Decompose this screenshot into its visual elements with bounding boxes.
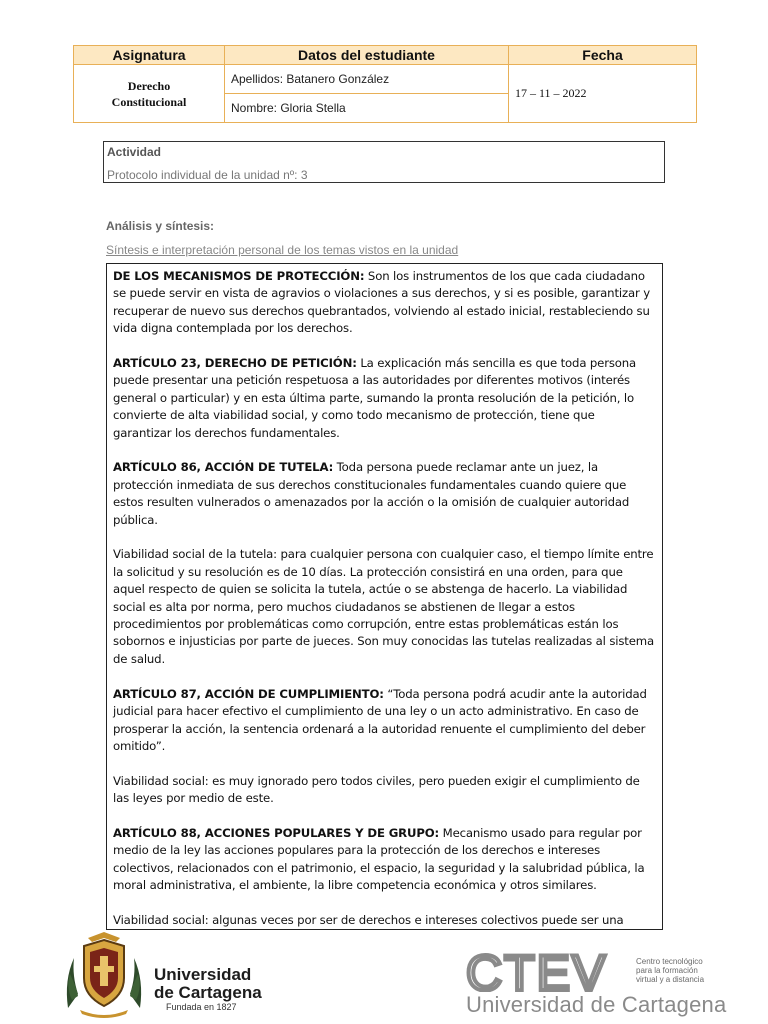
- date-cell: 17 – 11 – 2022: [509, 65, 697, 123]
- column-header-student: Datos del estudiante: [225, 46, 509, 65]
- surname-cell: Apellidos: Batanero González: [225, 65, 509, 94]
- column-header-subject: Asignatura: [74, 46, 225, 65]
- heading-article-86: ARTÍCULO 86, ACCIÓN DE TUTELA:: [113, 460, 334, 475]
- heading-article-87: ARTÍCULO 87, ACCIÓN DE CUMPLIMIENTO:: [113, 686, 384, 701]
- text-article-23: La explicación más sencilla es que toda persona puede presentar una petición respetuosa a las autoridades por diferentes motivos (interés general o particular) y en esta última parte, sumando la pronta resolución de la petición, lo convierte de alta viabilidad social, y como todo mecanismo de protección, tiene que garantizar los derechos fundamentales.: [113, 356, 637, 440]
- university-founded: Fundada en 1827: [166, 1002, 237, 1012]
- heading-article-23: ARTÍCULO 23, DERECHO DE PETICIÓN:: [113, 356, 357, 371]
- activity-value: Protocolo individual de la unidad nº: 3: [107, 168, 308, 182]
- text-article-87: “Toda persona podrá acudir ante la autoridad judicial para hacer efectivo el cumplimiento de una ley o un acto administrativo. En caso de prosperar la acción, la sentencia ordenará a la autoridad renuente el cumplimiento del deber omitido”.: [113, 686, 647, 753]
- university-name-line-2: de Cartagena: [154, 983, 262, 1002]
- student-info-table: [73, 45, 697, 123]
- ctev-university-name: Universidad de Cartagena: [466, 992, 727, 1017]
- subject-cell: [74, 65, 225, 123]
- subject-line-2: Constitucional: [111, 94, 187, 109]
- ctev-tagline: [636, 957, 726, 984]
- paragraph-article-23: [113, 355, 656, 442]
- text-article-86: Toda persona puede reclamar ante un juez, la protección inmediata de sus derechos constitucionales fundamentales cuando quiere que estos resulten vulnerados o amenazados por la acción o la omisión de cualquier autoridad pública.: [113, 460, 630, 527]
- analysis-subtitle: Síntesis e interpretación personal de los temas vistos en la unidad: [106, 243, 459, 257]
- name-cell: Nombre: Gloria Stella: [225, 94, 509, 123]
- analysis-title: Análisis y síntesis:: [106, 219, 215, 233]
- synthesis-content-box: [106, 263, 663, 930]
- ctev-tagline-line-1: Centro tecnológico: [636, 957, 703, 966]
- paragraph-compliance-viability: Viabilidad social: es muy ignorado pero todos civiles, pero pueden exigir el cumplimiento de las leyes por medio de este.: [113, 773, 640, 806]
- university-name: [154, 966, 262, 1002]
- paragraph-popular-viability: Viabilidad social: algunas veces por ser de derechos e intereses colectivos puede ser una: [113, 912, 624, 927]
- paragraph-mechanisms: [113, 268, 656, 338]
- column-header-date: Fecha: [509, 46, 697, 65]
- text-article-88: Mecanismo usado para regular por medio de la ley las acciones populares para la protección de los derechos e intereses colectivos, relacionados con el patrimonio, el espacio, la seguridad y la salubridad pública, la moral administrativa, el ambiente, la libre competencia económica y otros similares.: [113, 825, 645, 893]
- ctev-letters: CTEV: [466, 952, 608, 992]
- ctev-logo: [466, 952, 634, 992]
- table-header-row: [74, 46, 697, 65]
- ctev-tagline-line-2: para la formación: [636, 966, 698, 975]
- paragraph-article-88: [113, 825, 656, 895]
- heading-mechanisms: DE LOS MECANISMOS DE PROTECCIÓN:: [113, 269, 365, 283]
- subject-line-1: Derecho: [127, 78, 171, 93]
- paragraph-article-86: [113, 459, 656, 529]
- university-crest-logo: [58, 930, 150, 1020]
- text-mechanisms: Son los instrumentos de los que cada ciudadano se puede servir en vista de agravios o violaciones a sus derechos, y si es posible, garantizar y recuperar de nuevo sus derechos quebrantados, volviendo al estado inicial, restableciendo su vida digna contemplada por los derechos.: [113, 269, 650, 336]
- table-row: [74, 65, 697, 94]
- activity-title: Actividad: [107, 145, 162, 159]
- heading-article-88: ARTÍCULO 88, ACCIONES POPULARES Y DE GRUPO:: [113, 825, 440, 840]
- paragraph-article-87: [113, 686, 656, 756]
- paragraph-tutela-viability: Viabilidad social de la tutela: para cualquier persona con cualquier caso, el tiempo límite entre la solicitud y su resolución es de 10 días. La protección consistirá en una orden, para que aquel respecto de quien se solicita la tutela, actúe o se abstenga de hacerlo. La viabilidad social es alta por norma, pero muchos ciudadanos se abstienen de llegar a estos procedimientos por problemáticas como corrupción, entre estas problemáticas están los sobornos e injusticias por parte de jueces. Son muy conocidas las tutelas realizadas al sistema de salud.: [113, 547, 655, 666]
- university-name-line-1: Universidad: [154, 965, 252, 984]
- ctev-tagline-line-3: virtual y a distancia: [636, 975, 705, 984]
- activity-box: [103, 141, 665, 183]
